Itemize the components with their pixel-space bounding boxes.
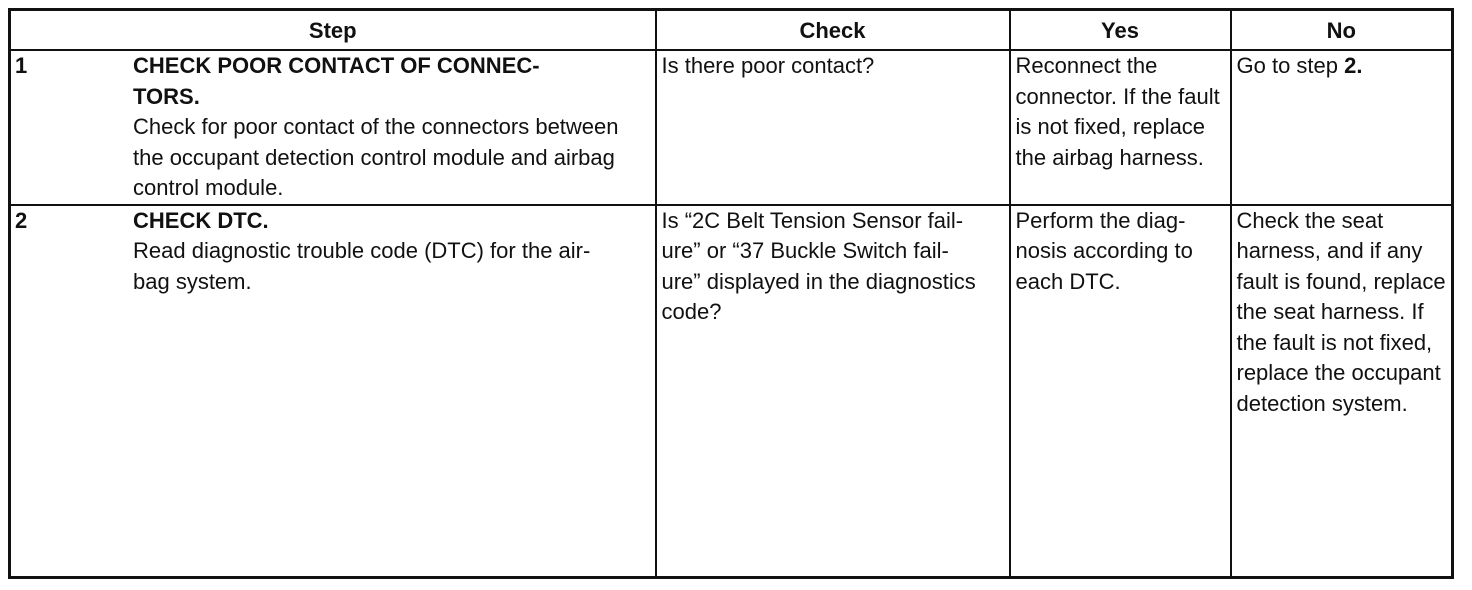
check-cell (656, 50, 1010, 205)
step-cell (10, 205, 656, 578)
step-number: 1 (15, 53, 28, 78)
check-question: Is there poor contact? (661, 53, 875, 78)
yes-action: Reconnect the connector. If the fault is not fixed, replace the airbag harness. (1015, 53, 1220, 170)
step-description: Check for poor contact of the connectors between the occupant detection control module and airbag control module. (133, 114, 619, 200)
step-number: 2 (15, 207, 28, 233)
header-no: No (1231, 10, 1453, 51)
step-cell (10, 50, 656, 205)
check-cell (656, 205, 1010, 578)
yes-cell (1010, 205, 1231, 578)
no-action-prefix: Go to step (1236, 53, 1345, 78)
no-action (1232, 51, 1452, 82)
no-cell (1231, 50, 1453, 205)
header-step: Step (10, 10, 656, 51)
table-row (10, 205, 1453, 578)
no-step-reference: 2. (1344, 53, 1363, 78)
header-row (10, 10, 1453, 51)
header-check: Check (656, 10, 1010, 51)
step-title: CHECK DTC. (133, 207, 269, 233)
check-question: Is “2C Belt Tension Sensor fail- ure” or “37 Buckle Switch fail- ure” displayed in the diagnostics code? (661, 207, 976, 325)
yes-cell (1010, 50, 1231, 205)
step-description: Read diagnostic trouble code (DTC) for the air- bag system. (133, 238, 591, 294)
header-yes: Yes (1010, 10, 1231, 51)
yes-action: Perform the diag- nosis according to each DTC. (1015, 207, 1193, 294)
step-title: CHECK POOR CONTACT OF CONNEC- TORS. (133, 53, 540, 109)
table-row (10, 50, 1453, 205)
no-action: Check the seat harness, and if any fault is found, replace the seat harness. If the fault is not fixed, replace the occupant detection system. (1236, 207, 1446, 416)
diagnostic-table (8, 8, 1454, 579)
no-cell (1231, 205, 1453, 578)
